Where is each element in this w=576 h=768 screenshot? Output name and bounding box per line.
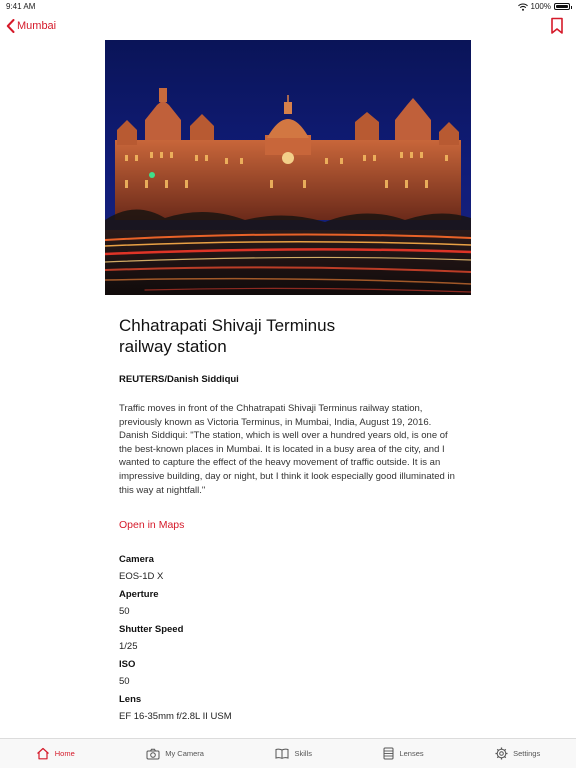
spec-iso: [119, 658, 459, 689]
book-icon: [275, 748, 289, 759]
gear-icon: [495, 747, 508, 760]
battery-icon: [554, 3, 570, 10]
tab-label: Home: [54, 749, 75, 758]
spec-value: 1/25: [119, 641, 138, 653]
title-line-1: Chhatrapati Shivaji Terminus: [119, 316, 336, 335]
status-right: [518, 0, 570, 13]
chevron-left-icon: [6, 19, 15, 33]
tab-lenses[interactable]: [383, 747, 423, 760]
lens-icon: [383, 747, 394, 760]
tab-settings[interactable]: [495, 747, 540, 760]
article-title: [119, 315, 459, 357]
tab-skills[interactable]: [275, 748, 312, 759]
spec-value: 50: [119, 676, 130, 688]
spec-value: EF 16-35mm f/2.8L II USM: [119, 711, 232, 723]
back-button[interactable]: [6, 16, 56, 36]
tab-label: Skills: [294, 749, 312, 758]
tab-my-camera[interactable]: [146, 748, 204, 760]
spec-value: 50: [119, 606, 130, 618]
spec-label: Lens: [119, 694, 142, 706]
title-line-2: railway station: [119, 337, 227, 356]
spec-label: Camera: [119, 554, 154, 566]
status-bar: [0, 0, 576, 13]
tab-bar: [0, 738, 576, 768]
battery-percent: 100%: [530, 2, 551, 11]
spec-shutter-speed: [119, 623, 459, 654]
home-icon: [36, 747, 50, 760]
station-night-illustration: [105, 40, 471, 295]
article-content: [119, 315, 459, 728]
tab-home[interactable]: [36, 747, 75, 760]
status-time: 9:41 AM: [6, 2, 36, 11]
tab-label: My Camera: [165, 749, 204, 758]
spec-aperture: [119, 588, 459, 619]
spec-lens: [119, 693, 459, 724]
open-in-maps-link[interactable]: Open in Maps: [119, 519, 185, 532]
spec-label: Aperture: [119, 589, 159, 601]
hero-photo: [105, 40, 471, 295]
photo-description: Traffic moves in front of the Chhatrapati Shivaji Terminus railway station, previously known as Victoria Terminus, in Mumbai, India, August 19, 2016. Danish Siddiqui: "The station, which is well over a hundred years old, is one of the best-known places in Mumbai. It is located in a busy area of the city, and I wanted to capture the effect of the heavy movement of traffic outside. It is an impressive building, day or night, but I think it look especially good illuminated in this way at nightfall.": [119, 403, 455, 496]
photo-credit: REUTERS/Danish Siddiqui: [119, 374, 239, 385]
navigation-bar: [0, 13, 576, 39]
camera-icon: [146, 748, 160, 760]
tab-label: Settings: [513, 749, 541, 758]
back-label: Mumbai: [17, 20, 57, 32]
spec-camera: [119, 553, 459, 584]
camera-specs: [119, 553, 459, 724]
spec-label: ISO: [119, 659, 136, 671]
wifi-icon: [518, 3, 528, 11]
tab-label: Lenses: [399, 749, 424, 758]
bookmark-icon[interactable]: [550, 17, 564, 35]
spec-value: EOS-1D X: [119, 571, 164, 583]
spec-label: Shutter Speed: [119, 624, 184, 636]
